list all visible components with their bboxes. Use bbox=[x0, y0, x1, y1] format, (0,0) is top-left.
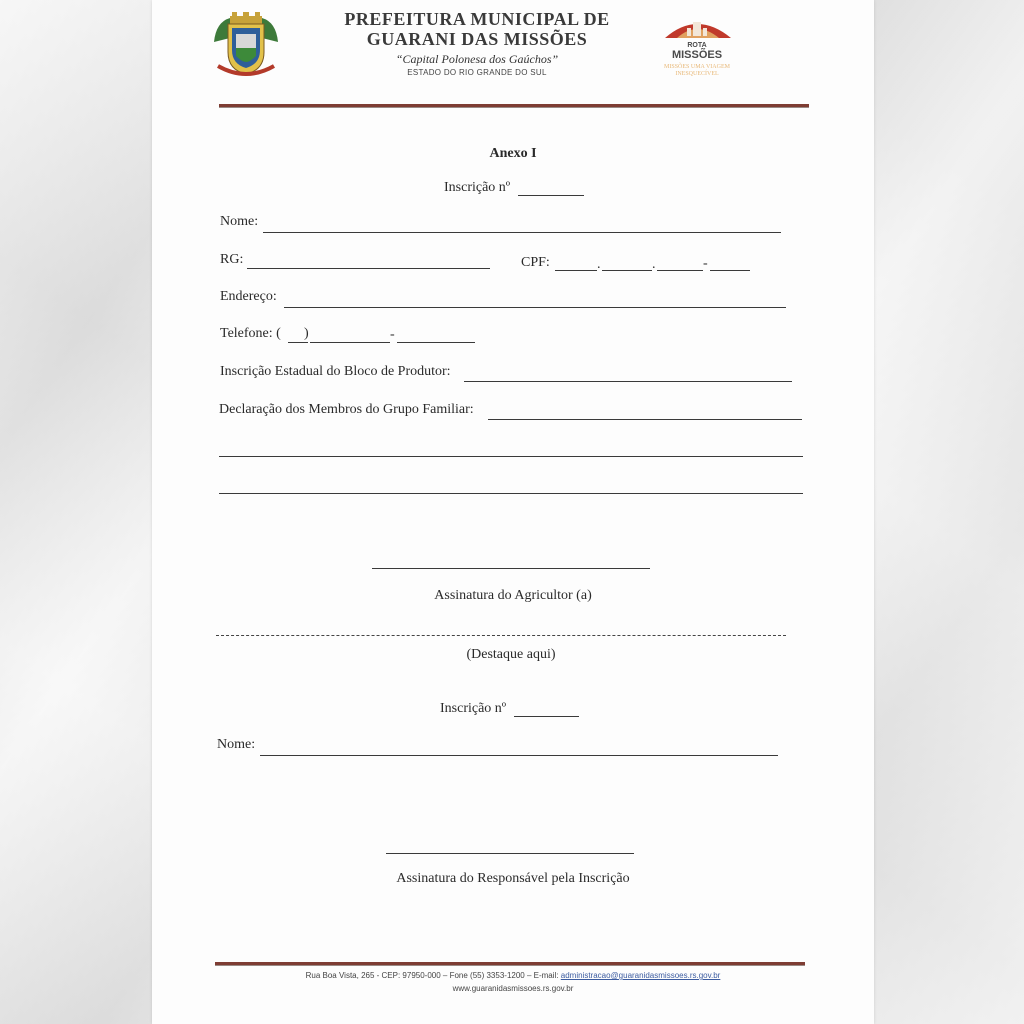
declaracao-field-line1[interactable] bbox=[488, 419, 802, 420]
telefone-close-paren: ) bbox=[304, 326, 309, 341]
cut-here-dashed-line bbox=[216, 635, 786, 636]
telefone-field-part2[interactable] bbox=[397, 342, 475, 343]
declaracao-field-line3[interactable] bbox=[219, 493, 803, 494]
header-divider bbox=[219, 104, 809, 108]
rg-label: RG: bbox=[220, 252, 244, 267]
endereco-label: Endereço: bbox=[220, 289, 277, 304]
cpf-field-part1[interactable] bbox=[555, 270, 597, 271]
cpf-label: CPF: bbox=[521, 255, 550, 270]
inscricao-label: Inscrição nº bbox=[444, 180, 511, 195]
rota-missoes-emblem-icon bbox=[647, 14, 747, 44]
assinatura-agricultor-line[interactable] bbox=[372, 568, 650, 569]
header-title-line2: GUARANI DAS MISSÕES bbox=[366, 29, 588, 49]
rota-logo-line2: MISSÕES bbox=[671, 49, 723, 61]
rota-logo-line1: ROTA bbox=[687, 42, 707, 49]
rota-logo-tagline bbox=[647, 64, 747, 78]
stub-inscricao-label: Inscrição nº bbox=[440, 701, 507, 716]
cpf-dot-2: . bbox=[652, 257, 656, 272]
header-state: ESTADO DO RIO GRANDE DO SUL bbox=[407, 68, 547, 77]
inscricao-estadual-field[interactable] bbox=[464, 381, 792, 382]
assinatura-responsavel-caption: Assinatura do Responsável pela Inscrição bbox=[396, 871, 630, 886]
telefone-ddd-field[interactable] bbox=[288, 342, 308, 343]
cpf-field-part4[interactable] bbox=[710, 270, 750, 271]
rota-logo-tagline2: INESQUECÍVEL bbox=[675, 71, 719, 77]
footer-email-link[interactable]: administracao@guaranidasmissoes.rs.gov.br bbox=[560, 971, 721, 980]
footer-website[interactable]: www.guaranidasmissoes.rs.gov.br bbox=[452, 984, 574, 993]
cpf-dash: - bbox=[703, 256, 708, 271]
rota-logo-tagline1: MISSÕES UMA VIAGEM bbox=[664, 64, 730, 70]
form-heading: Anexo I bbox=[489, 146, 537, 161]
municipal-coat-of-arms-icon bbox=[210, 12, 282, 78]
rota-missoes-logo bbox=[647, 14, 757, 80]
rg-field[interactable] bbox=[247, 268, 490, 269]
footer-divider bbox=[215, 962, 805, 966]
endereco-field[interactable] bbox=[284, 307, 786, 308]
document-page bbox=[152, 0, 874, 1024]
declaracao-label: Declaração dos Membros do Grupo Familiar: bbox=[219, 402, 474, 417]
nome-field[interactable] bbox=[263, 232, 781, 233]
header-motto: “Capital Polonesa dos Gaúchos” bbox=[395, 52, 559, 66]
assinatura-agricultor-caption: Assinatura do Agricultor (a) bbox=[434, 588, 592, 603]
stub-nome-label: Nome: bbox=[217, 737, 256, 752]
stub-nome-field[interactable] bbox=[260, 755, 778, 756]
inscricao-estadual-label: Inscrição Estadual do Bloco de Produtor: bbox=[220, 364, 451, 379]
cpf-field-part2[interactable] bbox=[602, 270, 652, 271]
footer-address: Rua Boa Vista, 265 - CEP: 97950-000 – Fone (55) 3353-1200 – E-mail: bbox=[305, 971, 561, 980]
assinatura-responsavel-line[interactable] bbox=[386, 853, 634, 854]
cpf-field-part3[interactable] bbox=[657, 270, 703, 271]
telefone-dash: - bbox=[390, 327, 395, 342]
footer-address-line bbox=[152, 971, 874, 980]
cpf-dot-1: . bbox=[597, 257, 601, 272]
nome-label: Nome: bbox=[220, 214, 259, 229]
declaracao-field-line2[interactable] bbox=[219, 456, 803, 457]
header-title-line1: PREFEITURA MUNICIPAL DE bbox=[344, 9, 610, 29]
stub-inscricao-field[interactable] bbox=[514, 716, 579, 717]
inscricao-field[interactable] bbox=[518, 195, 584, 196]
telefone-field-part1[interactable] bbox=[310, 342, 390, 343]
telefone-label: Telefone: ( bbox=[220, 326, 281, 341]
destaque-label: (Destaque aqui) bbox=[466, 647, 556, 662]
